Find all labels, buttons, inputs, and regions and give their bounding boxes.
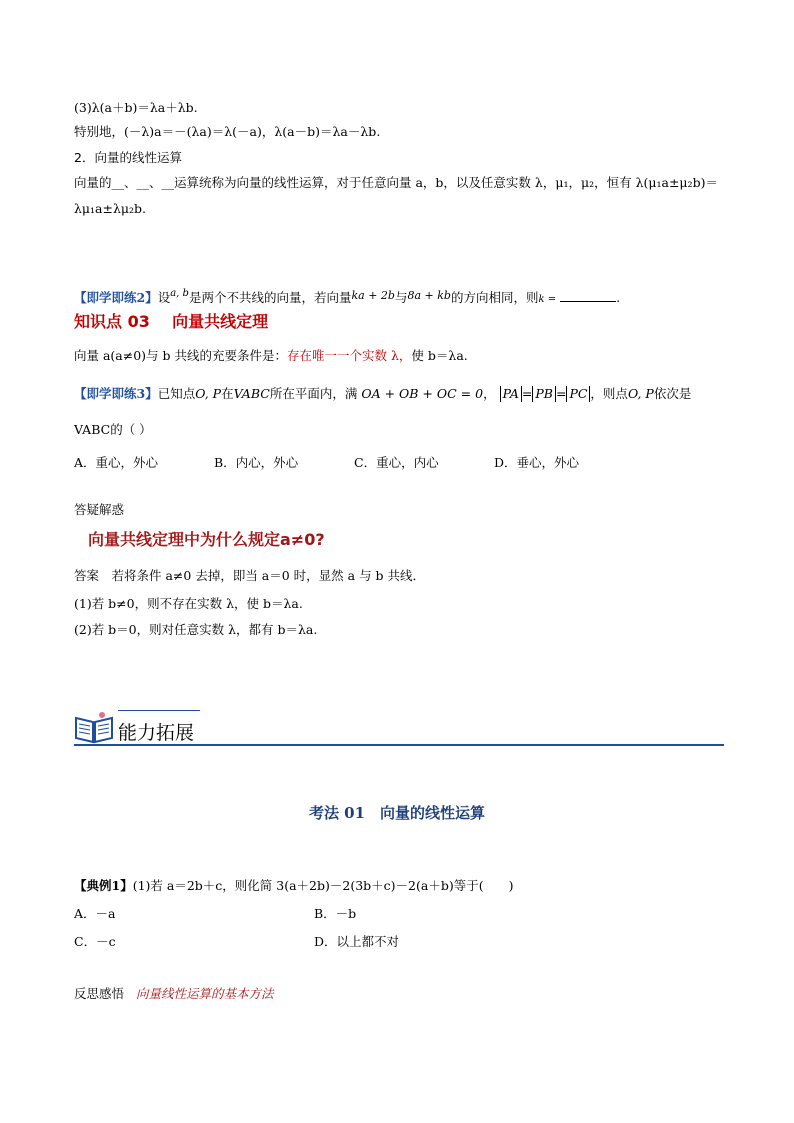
option-d[interactable]: D．垂心，外心 xyxy=(494,455,580,470)
text: 在 xyxy=(221,386,234,401)
example-tag: 【典例1】 xyxy=(74,878,133,893)
text: 设 xyxy=(157,290,171,305)
qa-label: 答疑解惑 xyxy=(74,502,125,517)
math: VABC xyxy=(233,386,270,401)
knowledge-point-title: 向量共线定理 xyxy=(172,312,269,331)
exercise-2 xyxy=(74,286,620,308)
exercise-tag: 【即学即练2】 xyxy=(74,290,158,305)
divider xyxy=(74,744,724,746)
paragraph: 向量的__、__、__运算统称为向量的线性运算，对于任意向量 a，b，以及任意实数 λ，μ₁，μ₂，恒有 λ(μ₁a±μ₂b)＝λμ₁a±λμ₂b. xyxy=(74,175,718,216)
option-d[interactable]: D．以上都不对 xyxy=(314,934,400,949)
text: 的方向相同，则 xyxy=(450,290,539,305)
qa-question: 向量共线定理中为什么规定a≠0? xyxy=(88,530,325,549)
abs-pa: PA xyxy=(500,386,522,402)
qa-point-1: (1)若 b≠0，则不存在实数 λ，使 b＝λa. xyxy=(74,596,303,611)
theorem xyxy=(74,348,468,364)
options-row xyxy=(74,906,554,922)
reflection xyxy=(74,986,273,1002)
option-a[interactable]: A．重心，外心 xyxy=(74,455,159,470)
abs-pb: PB xyxy=(532,386,556,402)
kaofa-title: 考法 01 向量的线性运算 xyxy=(308,804,486,822)
knowledge-point-heading xyxy=(74,314,268,330)
reflection-text: 向量线性运算的基本方法 xyxy=(135,986,274,1001)
option-b[interactable]: B．内心，外心 xyxy=(214,455,299,470)
variable: k = xyxy=(538,294,557,305)
ability-title: 能力拓展 xyxy=(118,722,195,744)
text: 向量 a(a≠0)与 b 共线的充要条件是： xyxy=(74,348,288,363)
reflection-label: 反思感悟 xyxy=(74,986,125,1001)
text: 所在平面内，满 xyxy=(269,386,358,401)
option-c[interactable]: C．重心，内心 xyxy=(354,455,439,470)
example-text: (1)若 a＝2b＋c，则化简 3(a＋2b)－2(3b＋c)－2(a＋b)等于( ) xyxy=(132,878,514,893)
text-line: (3)λ(a＋b)＝λa＋λb. xyxy=(74,100,198,115)
options-row xyxy=(74,455,634,471)
knowledge-point-label: 知识点 03 xyxy=(74,312,150,331)
text: ，则点 xyxy=(590,386,628,401)
highlight-text: 存在唯一一个实数 λ， xyxy=(287,348,412,363)
divider xyxy=(118,710,200,711)
vector-expression: ka + 2b xyxy=(351,289,395,302)
example-1 xyxy=(74,878,513,894)
text-line: VABC的（ ） xyxy=(74,422,152,437)
exercise-tag: 【即学即练3】 xyxy=(74,386,158,401)
option-b[interactable]: B．－b xyxy=(314,906,357,921)
math: O, P xyxy=(627,386,654,401)
options-row xyxy=(74,934,554,950)
qa-answer: 答案 若将条件 a≠0 去掉，即当 a＝0 时，显然 a 与 b 共线． xyxy=(74,568,426,583)
ability-section-banner xyxy=(74,706,724,748)
text: 使 b＝λa. xyxy=(411,348,468,363)
text: 已知点 xyxy=(157,386,196,401)
section-heading: 2．向量的线性运算 xyxy=(74,150,182,165)
exercise-3: 【即学即练3】已知点O, P在VABC所在平面内，满 OA + OB + OC = 0， PA = PB = PC ，则点O, P依次是 xyxy=(74,386,692,401)
text: = xyxy=(521,386,533,401)
vector-expression: 8a + kb xyxy=(407,289,451,302)
option-c[interactable]: C．－c xyxy=(74,934,116,949)
text: = xyxy=(555,386,567,401)
qa-point-2: (2)若 b＝0，则对任意实数 λ，都有 b＝λa. xyxy=(74,622,318,637)
text: 与 xyxy=(394,290,408,305)
vector-sum: OA + OB + OC = 0 xyxy=(361,386,484,401)
vector-symbols: a, b xyxy=(170,288,189,299)
answer-blank[interactable] xyxy=(560,289,616,302)
text-line: 特别地，(－λ)a＝－(λa)＝λ(－a)，λ(a－b)＝λa－λb. xyxy=(74,124,381,139)
text: . xyxy=(616,290,621,305)
book-icon xyxy=(74,710,114,744)
math: O, P xyxy=(195,386,222,401)
text: 是两个不共线的向量，若向量 xyxy=(188,290,352,305)
abs-pc: PC xyxy=(566,386,590,402)
option-a[interactable]: A．－a xyxy=(74,906,116,921)
text: 依次是 xyxy=(653,386,692,401)
